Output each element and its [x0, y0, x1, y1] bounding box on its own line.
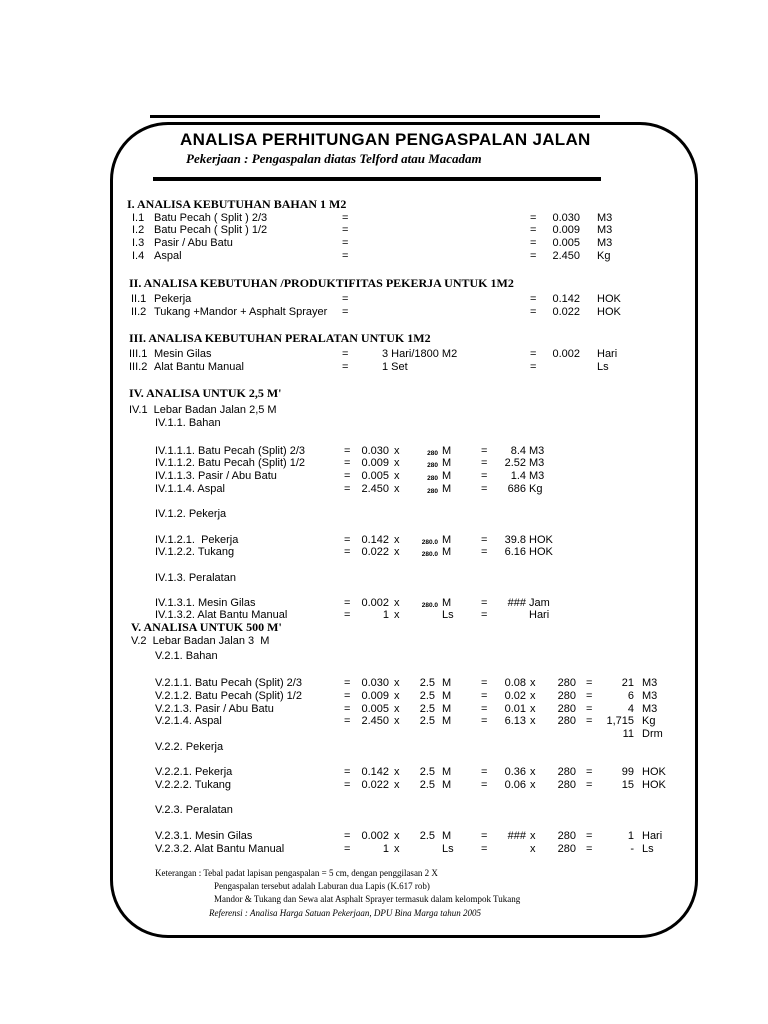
row-label: Mesin Gilas [154, 348, 212, 360]
row-value: 0.009 [552, 224, 580, 236]
row-length: 280 [427, 462, 438, 469]
row-rate: 0.022 [361, 779, 389, 791]
row-equals: = [530, 361, 537, 373]
row-equals: = [481, 703, 488, 715]
row-times: x [394, 597, 400, 609]
row-result: 99 [621, 766, 634, 778]
row-result-unit: HOK [642, 766, 666, 778]
row-result-unit: M3 [529, 470, 545, 482]
row-result: 1.4 [510, 470, 526, 482]
row-width-unit: M [442, 703, 452, 715]
row-equals: = [530, 348, 537, 360]
row-result-unit: HOK [529, 534, 553, 546]
row-label: V.2.1.4. Aspal [155, 715, 222, 727]
row-subtotal: 0.06 [504, 779, 526, 791]
row-result-unit: M3 [529, 457, 545, 469]
row-width-unit: M [442, 677, 452, 689]
row-length-unit: M [442, 457, 452, 469]
row-length: 280 [427, 488, 438, 495]
row-equals: = [586, 690, 593, 702]
row-subtotal: 6.13 [504, 715, 526, 727]
row-times: x [394, 445, 400, 457]
row-basis: 3 Hari/1800 M2 [382, 348, 458, 360]
row-rate: 0.142 [361, 766, 389, 778]
row-width: 2.5 [419, 766, 435, 778]
row-equals: = [344, 457, 351, 469]
row-length: 280.0 [421, 551, 438, 558]
row-width: 2.5 [419, 715, 435, 727]
table-row [0, 293, 768, 306]
row-subtotal: ### [507, 830, 526, 842]
row-rate: 2.450 [361, 483, 389, 495]
row-result-unit: Jam [529, 597, 550, 609]
row-equals: = [344, 843, 351, 855]
row-width-unit: M [442, 779, 452, 791]
table-row [0, 470, 768, 483]
row-label: IV.1.2.2. Tukang [155, 546, 235, 558]
row-code: III.1 [129, 348, 148, 360]
row-equals: = [481, 597, 488, 609]
row-times: x [394, 715, 400, 727]
note-line-1: Keterangan : Tebal padat lapisan pengaspalan = 5 cm, dengan penggilasan 2 X [155, 868, 438, 878]
row-times: x [394, 470, 400, 482]
row-width-unit: M [442, 766, 452, 778]
row-times: x [530, 703, 536, 715]
row-equals: = [481, 457, 488, 469]
row-subtotal: 0.08 [504, 677, 526, 689]
page-subtitle: Pekerjaan : Pengaspalan diatas Telford atau Macadam [186, 151, 482, 166]
table-row [0, 348, 768, 361]
row-length: 280 [557, 843, 576, 855]
row-label: Batu Pecah ( Split ) 2/3 [154, 212, 268, 224]
row-equals: = [344, 830, 351, 842]
row-result: 15 [621, 779, 634, 791]
row-equals: = [586, 715, 593, 727]
row-result-unit: M3 [642, 677, 658, 689]
row-equals: = [344, 609, 351, 621]
row-equals: = [586, 830, 593, 842]
row-subtotal: 0.36 [504, 766, 526, 778]
row-rate: 0.002 [361, 597, 389, 609]
row-equals: = [481, 534, 488, 546]
row-times: x [394, 703, 400, 715]
row-rate: 0.005 [361, 703, 389, 715]
row-basis: 1 Set [382, 361, 408, 373]
row-length: 280 [557, 766, 576, 778]
table-row [0, 766, 768, 779]
row-unit: M3 [597, 224, 613, 236]
row-equals: = [481, 830, 488, 842]
row-equals: = [586, 843, 593, 855]
row-length: 280 [557, 715, 576, 727]
row-length: 280.0 [421, 602, 438, 609]
row-length: 280 [557, 703, 576, 715]
row-equals: = [481, 715, 488, 727]
row-label: IV.1.1.4. Aspal [155, 483, 225, 495]
row-equals: = [530, 306, 537, 318]
row-equals: = [530, 293, 537, 305]
row-result-unit: Kg [529, 483, 543, 495]
row-result-unit: Hari [529, 609, 550, 621]
row-equals: = [344, 766, 351, 778]
row-equals: = [344, 703, 351, 715]
row-width: 2.5 [419, 779, 435, 791]
row-rate: 0.009 [361, 457, 389, 469]
row-label: IV.1.1.2. Batu Pecah (Split) 1/2 [155, 457, 306, 469]
row-length: 280 [427, 475, 438, 482]
row-label: Alat Bantu Manual [154, 361, 244, 373]
row-equals: = [342, 293, 349, 305]
row-code: II.2 [131, 306, 147, 318]
row-label: IV.1.3.2. Alat Bantu Manual [155, 609, 288, 621]
row-length-unit: M [442, 546, 452, 558]
row-width: 2.5 [419, 677, 435, 689]
row-code: II.1 [131, 293, 147, 305]
row-length: 280 [557, 779, 576, 791]
row-rate: 0.005 [361, 470, 389, 482]
row-equals: = [344, 677, 351, 689]
row-times: x [394, 677, 400, 689]
row-result: 686 [507, 483, 526, 495]
row-times: x [394, 546, 400, 558]
note-line-2: Pengaspalan tersebut adalah Laburan dua Lapis (K.617 rob) [214, 881, 430, 891]
row-label: V.2.3.2. Alat Bantu Manual [155, 843, 285, 855]
row-subtotal: 0.01 [504, 703, 526, 715]
row-result: 1,715 [606, 715, 634, 727]
table-row [0, 250, 768, 263]
row-result: 39.8 [504, 534, 526, 546]
row-result: 1 [627, 830, 634, 842]
table-row [0, 361, 768, 374]
row-times: x [530, 690, 536, 702]
row-times: x [394, 843, 400, 855]
row-equals: = [481, 470, 488, 482]
section-5-extra-row: 11 Drm [622, 728, 663, 740]
row-label: IV.1.3.1. Mesin Gilas [155, 597, 256, 609]
row-result-unit: M3 [529, 445, 545, 457]
table-row [0, 843, 768, 856]
row-equals: = [530, 224, 537, 236]
row-times: x [530, 779, 536, 791]
row-length: 280 [557, 677, 576, 689]
row-code: I.3 [132, 237, 145, 249]
row-rate: 0.142 [361, 534, 389, 546]
row-result: 6 [627, 690, 634, 702]
row-label: V.2.3.1. Mesin Gilas [155, 830, 253, 842]
row-equals: = [344, 470, 351, 482]
row-equals: = [344, 546, 351, 558]
row-equals: = [344, 690, 351, 702]
section-5-title: V. ANALISA UNTUK 500 M' [131, 620, 282, 634]
row-equals: = [586, 703, 593, 715]
row-equals: = [586, 677, 593, 689]
row-result-unit: Kg [642, 715, 656, 727]
row-equals: = [344, 597, 351, 609]
row-result: 2.52 [504, 457, 526, 469]
row-unit: HOK [597, 293, 621, 305]
row-label: IV.1.2.1. Pekerja [155, 534, 239, 546]
row-times: x [394, 534, 400, 546]
section-1-title: I. ANALISA KEBUTUHAN BAHAN 1 M2 [127, 197, 347, 211]
row-equals: = [586, 766, 593, 778]
row-result-unit: Ls [642, 843, 654, 855]
row-times: x [394, 609, 400, 621]
table-row [0, 306, 768, 319]
row-result-unit: Hari [642, 830, 663, 842]
row-equals: = [481, 779, 488, 791]
row-equals: = [481, 609, 488, 621]
row-equals: = [344, 483, 351, 495]
row-equals: = [342, 348, 349, 360]
row-rate: 0.022 [361, 546, 389, 558]
row-equals: = [342, 306, 349, 318]
table-row [0, 715, 768, 728]
row-equals: = [481, 483, 488, 495]
row-label: V.2.2.2. Tukang [155, 779, 232, 791]
row-label: V.2.2.1. Pekerja [155, 766, 233, 778]
row-rate: 1 [382, 843, 389, 855]
table-row [0, 224, 768, 237]
table-row [0, 830, 768, 843]
row-equals: = [481, 546, 488, 558]
row-result: - [630, 843, 634, 855]
row-length-unit: M [442, 483, 452, 495]
row-width-unit: M [442, 690, 452, 702]
row-times: x [394, 779, 400, 791]
row-equals: = [342, 250, 349, 262]
row-equals: = [344, 779, 351, 791]
row-equals: = [530, 250, 537, 262]
note-reference: Referensi : Analisa Harga Satuan Pekerjaan, DPU Bina Marga tahun 2005 [209, 908, 482, 918]
section-2-title: II. ANALISA KEBUTUHAN /PRODUKTIFITAS PEKERJA UNTUK 1M2 [129, 276, 514, 290]
row-times: x [530, 677, 536, 689]
row-unit: M3 [597, 237, 613, 249]
row-times: x [394, 690, 400, 702]
row-width-unit: M [442, 830, 452, 842]
row-length: 280 [427, 450, 438, 457]
row-label: V.2.1.1. Batu Pecah (Split) 2/3 [155, 677, 302, 689]
row-length-unit: Ls [442, 609, 454, 621]
table-row [0, 546, 768, 559]
row-length: 280 [557, 690, 576, 702]
row-subtotal: 0.02 [504, 690, 526, 702]
row-label: V.2.1.3. Pasir / Abu Batu [155, 703, 274, 715]
row-label: Tukang +Mandor + Asphalt Sprayer [154, 306, 328, 318]
row-equals: = [530, 237, 537, 249]
row-equals: = [342, 361, 349, 373]
row-equals: = [344, 445, 351, 457]
table-row [0, 779, 768, 792]
row-equals: = [530, 212, 537, 224]
row-label: Batu Pecah ( Split ) 1/2 [154, 224, 268, 236]
row-equals: = [586, 779, 593, 791]
row-result: 6.16 [504, 546, 526, 558]
table-row [0, 690, 768, 703]
row-code: I.1 [132, 212, 145, 224]
row-width: 2.5 [419, 690, 435, 702]
row-equals: = [344, 715, 351, 727]
row-rate: 2.450 [361, 715, 389, 727]
row-result: 21 [621, 677, 634, 689]
row-unit: Ls [597, 361, 609, 373]
row-result-unit: HOK [642, 779, 666, 791]
row-times: x [394, 830, 400, 842]
row-equals: = [481, 445, 488, 457]
row-code: I.2 [132, 224, 145, 236]
row-unit: HOK [597, 306, 621, 318]
row-value: 2.450 [552, 250, 580, 262]
row-unit: Hari [597, 348, 618, 360]
row-label: Pekerja [154, 293, 192, 305]
table-row [0, 677, 768, 690]
row-times: x [394, 483, 400, 495]
row-length-unit: M [442, 445, 452, 457]
row-equals: = [342, 224, 349, 236]
row-equals: = [342, 212, 349, 224]
row-length-unit: M [442, 597, 452, 609]
row-length-unit: M [442, 534, 452, 546]
row-equals: = [344, 534, 351, 546]
row-label: Aspal [154, 250, 182, 262]
row-rate: 0.030 [361, 677, 389, 689]
row-width-unit: M [442, 715, 452, 727]
row-result-unit: M3 [642, 703, 658, 715]
row-length: 280.0 [421, 539, 438, 546]
title-rule [153, 177, 601, 181]
row-rate: 0.009 [361, 690, 389, 702]
row-code: I.4 [132, 250, 145, 262]
page-title: ANALISA PERHITUNGAN PENGASPALAN JALAN [180, 130, 591, 149]
row-label: V.2.1.2. Batu Pecah (Split) 1/2 [155, 690, 302, 702]
row-result: ### [507, 597, 526, 609]
row-equals: = [481, 766, 488, 778]
row-equals: = [342, 237, 349, 249]
row-equals: = [481, 690, 488, 702]
table-row [0, 237, 768, 250]
row-width: 2.5 [419, 703, 435, 715]
row-value: 0.022 [552, 306, 580, 318]
row-rate: 0.002 [361, 830, 389, 842]
row-rate: 1 [382, 609, 389, 621]
row-value: 0.005 [552, 237, 580, 249]
row-code: III.2 [129, 361, 148, 373]
row-unit: M3 [597, 212, 613, 224]
row-label: IV.1.1.1. Batu Pecah (Split) 2/3 [155, 445, 306, 457]
row-rate: 0.030 [361, 445, 389, 457]
section-3-title: III. ANALISA KEBUTUHAN PERALATAN UNTUK 1M2 [129, 331, 431, 345]
row-result: 8.4 [510, 445, 526, 457]
top-rule [150, 115, 600, 118]
row-width-unit: Ls [442, 843, 454, 855]
row-value: 0.142 [552, 293, 580, 305]
table-row [0, 609, 768, 622]
row-length: 280 [557, 830, 576, 842]
row-unit: Kg [597, 250, 611, 262]
table-row [0, 457, 768, 470]
row-result: 4 [627, 703, 634, 715]
row-label: IV.1.1.3. Pasir / Abu Batu [155, 470, 277, 482]
row-times: x [530, 766, 536, 778]
row-equals: = [481, 677, 488, 689]
row-times: x [530, 843, 536, 855]
row-length-unit: M [442, 470, 452, 482]
row-value: 0.002 [552, 348, 580, 360]
row-times: x [394, 766, 400, 778]
row-label: Pasir / Abu Batu [154, 237, 233, 249]
row-equals: = [481, 843, 488, 855]
row-times: x [530, 830, 536, 842]
row-times: x [530, 715, 536, 727]
row-result-unit: M3 [642, 690, 658, 702]
table-row [0, 483, 768, 496]
row-width: 2.5 [419, 830, 435, 842]
row-times: x [394, 457, 400, 469]
row-value: 0.030 [552, 212, 580, 224]
section-4-title: IV. ANALISA UNTUK 2,5 M' [129, 386, 282, 400]
row-result-unit: HOK [529, 546, 553, 558]
note-line-3: Mandor & Tukang dan Sewa alat Asphalt Sprayer termasuk dalam kelompok Tukang [214, 894, 521, 904]
